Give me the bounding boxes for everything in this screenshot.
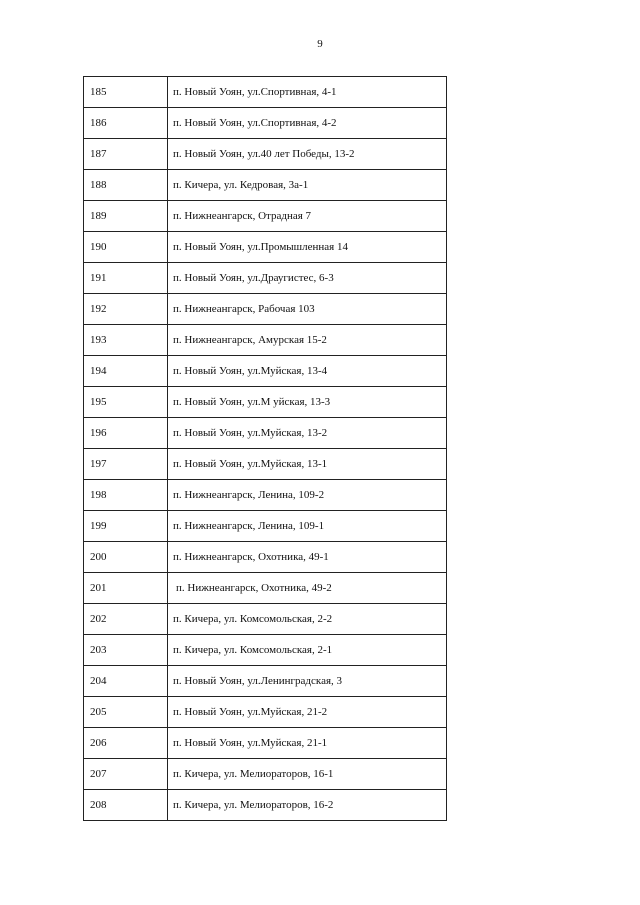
row-number-cell	[84, 387, 168, 418]
row-number-cell	[84, 449, 168, 480]
row-number-cell	[84, 604, 168, 635]
row-number-cell	[84, 635, 168, 666]
row-number: 185	[90, 86, 107, 98]
table-row	[84, 294, 447, 325]
row-number: 193	[90, 334, 107, 346]
row-number-cell	[84, 108, 168, 139]
row-number-cell	[84, 697, 168, 728]
address-text: п. Нижнеангарск, Ленина, 109-1	[173, 520, 325, 532]
address-text: п. Новый Уоян, ул.Драугистес, 6-3	[173, 272, 334, 284]
address-cell	[168, 232, 447, 263]
table-row	[84, 77, 447, 108]
table-row	[84, 666, 447, 697]
address-cell	[168, 573, 447, 604]
address-cell	[168, 356, 447, 387]
row-number: 186	[90, 117, 107, 129]
row-number: 203	[90, 644, 107, 656]
row-number: 188	[90, 179, 107, 191]
address-cell	[168, 139, 447, 170]
address-text: п. Нижнеангарск, Отрадная 7	[173, 210, 312, 222]
table-row	[84, 139, 447, 170]
address-cell	[168, 418, 447, 449]
address-text: п. Новый Уоян, ул.М уйская, 13-3	[173, 396, 331, 408]
address-text: п. Новый Уоян, ул.Муйская, 13-2	[173, 427, 328, 439]
address-text: п. Новый Уоян, ул.40 лет Победы, 13-2	[173, 148, 355, 160]
row-number: 198	[90, 489, 107, 501]
address-cell	[168, 697, 447, 728]
table-row	[84, 449, 447, 480]
row-number: 208	[90, 799, 107, 811]
address-text: п. Нижнеангарск, Охотника, 49-1	[173, 551, 329, 563]
table-row	[84, 263, 447, 294]
table-row	[84, 759, 447, 790]
address-text: п. Кичера, ул. Мелиораторов, 16-2	[173, 799, 334, 811]
address-text: п. Новый Уоян, ул.Спортивная, 4-2	[173, 117, 337, 129]
address-cell	[168, 759, 447, 790]
row-number: 192	[90, 303, 107, 315]
row-number-cell	[84, 542, 168, 573]
address-text: п. Нижнеангарск, Охотника, 49-2	[176, 582, 332, 594]
row-number-cell	[84, 573, 168, 604]
address-text: п. Нижнеангарск, Рабочая 103	[173, 303, 315, 315]
row-number-cell	[84, 759, 168, 790]
address-text: п. Новый Уоян, ул.Промышленная 14	[173, 241, 348, 253]
table-row	[84, 387, 447, 418]
address-table	[83, 76, 447, 821]
address-cell	[168, 728, 447, 759]
address-cell	[168, 449, 447, 480]
row-number: 204	[90, 675, 107, 687]
table-row	[84, 542, 447, 573]
address-text: п. Новый Уоян, ул.Муйская, 21-2	[173, 706, 328, 718]
table-row	[84, 697, 447, 728]
table-row	[84, 418, 447, 449]
row-number-cell	[84, 201, 168, 232]
address-cell	[168, 480, 447, 511]
row-number: 187	[90, 148, 107, 160]
row-number-cell	[84, 480, 168, 511]
address-text: п. Новый Уоян, ул.Ленинградская, 3	[173, 675, 343, 687]
row-number-cell	[84, 356, 168, 387]
address-text: п. Кичера, ул. Кедровая, 3а-1	[173, 179, 309, 191]
address-text: п. Кичера, ул. Мелиораторов, 16-1	[173, 768, 334, 780]
address-text: п. Нижнеангарск, Амурская 15-2	[173, 334, 327, 346]
address-cell	[168, 108, 447, 139]
row-number: 199	[90, 520, 107, 532]
row-number-cell	[84, 294, 168, 325]
row-number-cell	[84, 790, 168, 821]
row-number-cell	[84, 418, 168, 449]
table-row	[84, 604, 447, 635]
row-number: 190	[90, 241, 107, 253]
row-number: 189	[90, 210, 107, 222]
row-number-cell	[84, 666, 168, 697]
row-number: 195	[90, 396, 107, 408]
address-cell	[168, 604, 447, 635]
table-row	[84, 325, 447, 356]
address-cell	[168, 387, 447, 418]
table-row	[84, 108, 447, 139]
address-text: п. Новый Уоян, ул.Муйская, 13-4	[173, 365, 328, 377]
address-cell	[168, 263, 447, 294]
address-cell	[168, 511, 447, 542]
address-text: п. Новый Уоян, ул.Муйская, 13-1	[173, 458, 328, 470]
row-number: 201	[90, 582, 107, 594]
address-text: п. Новый Уоян, ул.Спортивная, 4-1	[173, 86, 337, 98]
page-number: 9	[317, 38, 323, 50]
table-row	[84, 201, 447, 232]
address-text: п. Кичера, ул. Комсомольская, 2-2	[173, 613, 333, 625]
address-text: п. Новый Уоян, ул.Муйская, 21-1	[173, 737, 328, 749]
row-number-cell	[84, 139, 168, 170]
row-number-cell	[84, 511, 168, 542]
row-number: 191	[90, 272, 107, 284]
address-cell	[168, 201, 447, 232]
address-cell	[168, 170, 447, 201]
row-number: 207	[90, 768, 107, 780]
row-number-cell	[84, 263, 168, 294]
row-number: 196	[90, 427, 107, 439]
row-number: 205	[90, 706, 107, 718]
row-number: 197	[90, 458, 107, 470]
table-row	[84, 511, 447, 542]
table-row	[84, 232, 447, 263]
table-row	[84, 635, 447, 666]
table-row	[84, 728, 447, 759]
row-number: 206	[90, 737, 107, 749]
address-text: п. Нижнеангарск, Ленина, 109-2	[173, 489, 325, 501]
address-cell	[168, 325, 447, 356]
table-row	[84, 573, 447, 604]
table-row	[84, 170, 447, 201]
table-row	[84, 356, 447, 387]
address-cell	[168, 77, 447, 108]
row-number-cell	[84, 232, 168, 263]
address-cell	[168, 635, 447, 666]
address-text: п. Кичера, ул. Комсомольская, 2-1	[173, 644, 333, 656]
row-number-cell	[84, 728, 168, 759]
row-number-cell	[84, 170, 168, 201]
address-cell	[168, 790, 447, 821]
table-row	[84, 480, 447, 511]
row-number: 202	[90, 613, 107, 625]
row-number: 200	[90, 551, 107, 563]
address-cell	[168, 294, 447, 325]
address-cell	[168, 542, 447, 573]
row-number: 194	[90, 365, 107, 377]
table-row	[84, 790, 447, 821]
row-number-cell	[84, 325, 168, 356]
row-number-cell	[84, 77, 168, 108]
address-cell	[168, 666, 447, 697]
